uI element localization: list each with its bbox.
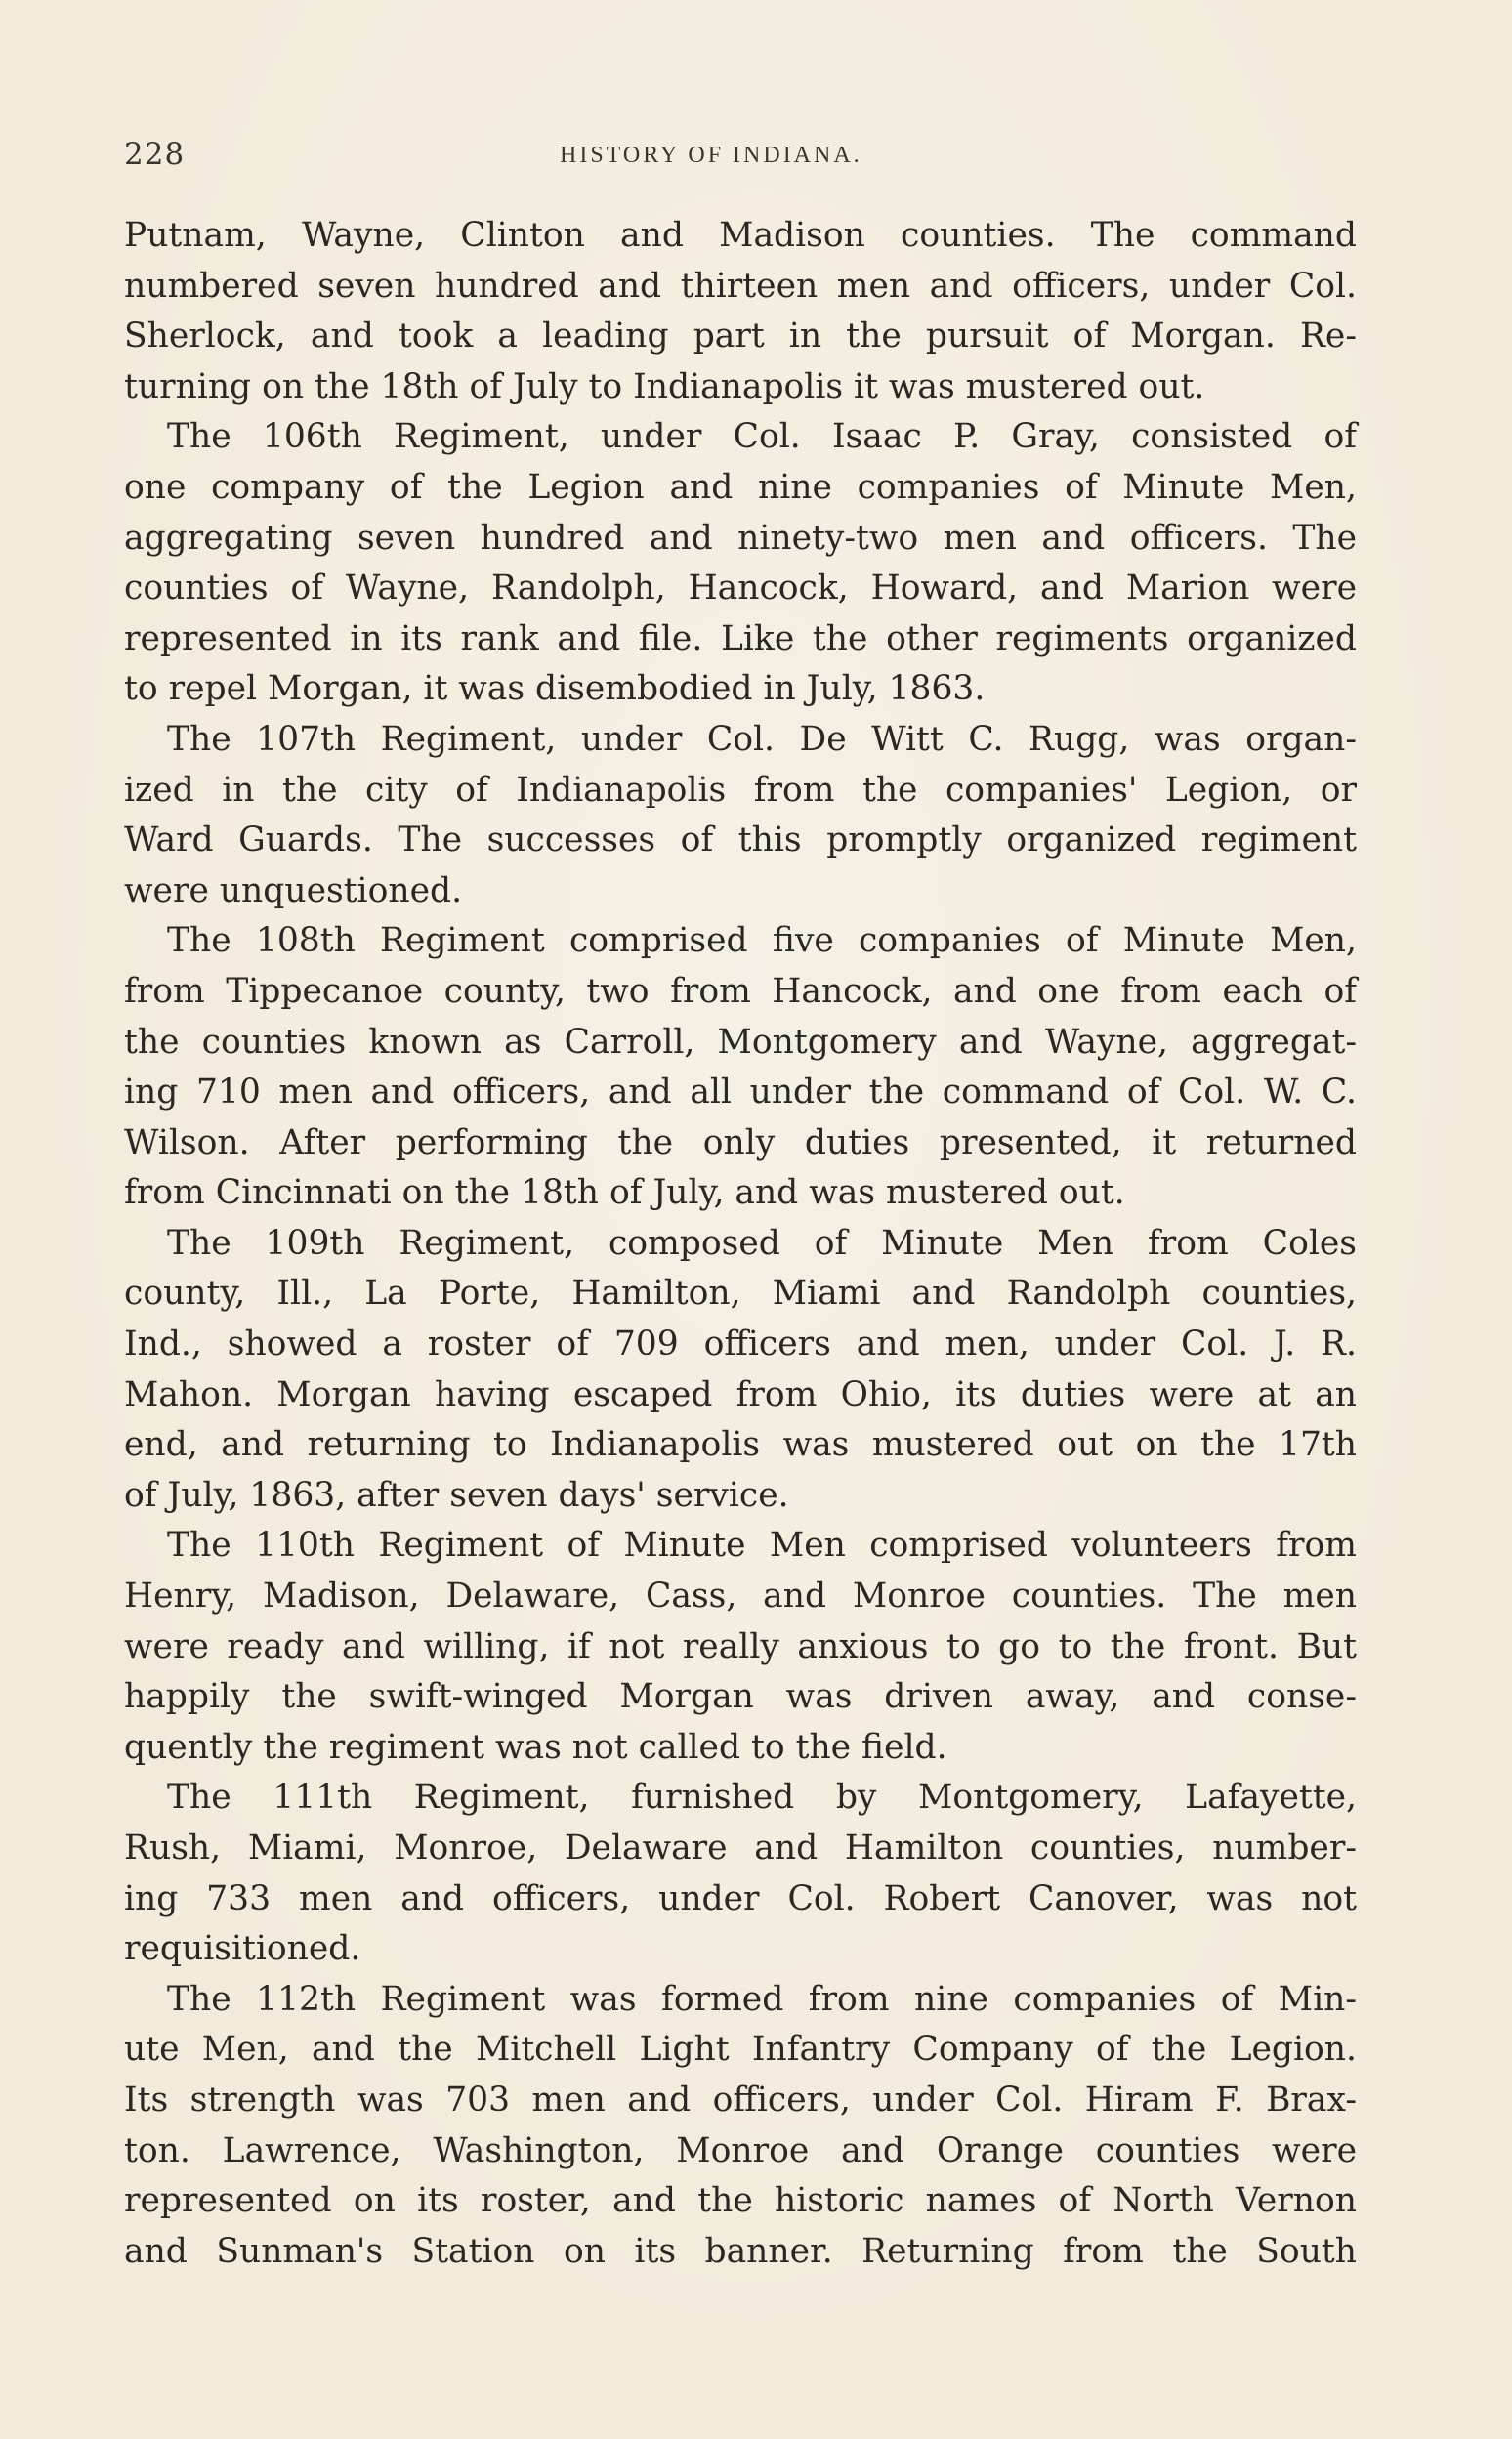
text-line: happily the swift-winged Morgan was driven away, and conse- bbox=[124, 1677, 1357, 1717]
text-line: Ward Guards. The successes of this promptly organized regiment bbox=[124, 820, 1357, 861]
text-line: represented in its rank and file. Like the other regiments organized bbox=[124, 618, 1357, 658]
text-line: Henry, Madison, Delaware, Cass, and Monroe counties. The men bbox=[124, 1577, 1357, 1617]
text-line: the counties known as Carroll, Montgomery and Wayne, aggregat- bbox=[124, 1022, 1357, 1062]
text-line: The 107th Regiment, under Col. De Witt C. Rugg, was organ- bbox=[167, 719, 1357, 759]
text-line: ton. Lawrence, Washington, Monroe and Orange counties were bbox=[124, 2130, 1357, 2170]
text-line: end, and returning to Indianapolis was mustered out on the 17th bbox=[124, 1425, 1357, 1465]
text-line: were unquestioned. bbox=[124, 870, 463, 910]
text-line: ute Men, and the Mitchell Light Infantry Company of the Legion. bbox=[124, 2030, 1357, 2070]
text-line: and Sunman's Station on its banner. Returning from the South bbox=[124, 2231, 1357, 2271]
text-line: Wilson. After performing the only duties presented, it returned bbox=[124, 1122, 1357, 1162]
text-line: represented on its roster, and the historic names of North Vernon bbox=[124, 2181, 1357, 2221]
text-line: requisitioned. bbox=[124, 1929, 361, 1969]
text-line: The 106th Regiment, under Col. Isaac P. Gray, consisted of bbox=[167, 417, 1357, 457]
text-line: Its strength was 703 men and officers, under Col. Hiram F. Brax- bbox=[124, 2080, 1357, 2120]
text-line: counties of Wayne, Randolph, Hancock, Howard, and Marion were bbox=[124, 568, 1357, 609]
running-title: HISTORY OF INDIANA. bbox=[560, 143, 862, 168]
text-line: from Cincinnati on the 18th of July, and was mustered out. bbox=[124, 1173, 1125, 1213]
text-line: Rush, Miami, Monroe, Delaware and Hamilton counties, number- bbox=[124, 1829, 1357, 1868]
text-line: numbered seven hundred and thirteen men and officers, under Col. bbox=[124, 266, 1357, 306]
text-line: The 109th Regiment, composed of Minute Men from Coles bbox=[167, 1223, 1357, 1263]
text-line: Mahon. Morgan having escaped from Ohio, its duties were at an bbox=[124, 1374, 1357, 1414]
text-line: were ready and willing, if not really anxious to go to the front. But bbox=[124, 1626, 1357, 1666]
text-line: The 112th Regiment was formed from nine companies of Min- bbox=[167, 1979, 1357, 2019]
text-line: ized in the city of Indianapolis from the companies' Legion, or bbox=[124, 770, 1357, 810]
text-line: Ind., showed a roster of 709 officers and men, under Col. J. R. bbox=[124, 1325, 1357, 1365]
text-line: ing 710 men and officers, and all under the command of Col. W. C. bbox=[124, 1072, 1357, 1113]
body-text bbox=[124, 211, 1357, 2277]
page-header bbox=[124, 137, 1357, 176]
text-line: turning on the 18th of July to Indianapolis it was mustered out. bbox=[124, 366, 1205, 406]
text-line: ing 733 men and officers, under Col. Robert Canover, was not bbox=[124, 1878, 1357, 1918]
text-line: aggregating seven hundred and ninety-two men and officers. The bbox=[124, 518, 1357, 558]
text-line: The 108th Regiment comprised five companies of Minute Men, bbox=[167, 921, 1357, 961]
text-line: The 110th Regiment of Minute Men comprised volunteers from bbox=[167, 1526, 1357, 1566]
text-line: Sherlock, and took a leading part in the pursuit of Morgan. Re- bbox=[124, 316, 1357, 357]
text-line: county, Ill., La Porte, Hamilton, Miami and Randolph counties, bbox=[124, 1274, 1357, 1314]
text-line: Putnam, Wayne, Clinton and Madison counties. The command bbox=[124, 216, 1357, 255]
text-line: one company of the Legion and nine companies of Minute Men, bbox=[124, 467, 1357, 507]
text-line: quently the regiment was not called to the field. bbox=[124, 1727, 947, 1767]
text-line: from Tippecanoe county, two from Hancock, and one from each of bbox=[124, 971, 1357, 1011]
text-line: of July, 1863, after seven days' service. bbox=[124, 1475, 789, 1515]
text-line: to repel Morgan, it was disembodied in July, 1863. bbox=[124, 669, 986, 709]
page-number: 228 bbox=[124, 137, 186, 172]
text-line: The 111th Regiment, furnished by Montgomery, Lafayette, bbox=[167, 1778, 1357, 1818]
